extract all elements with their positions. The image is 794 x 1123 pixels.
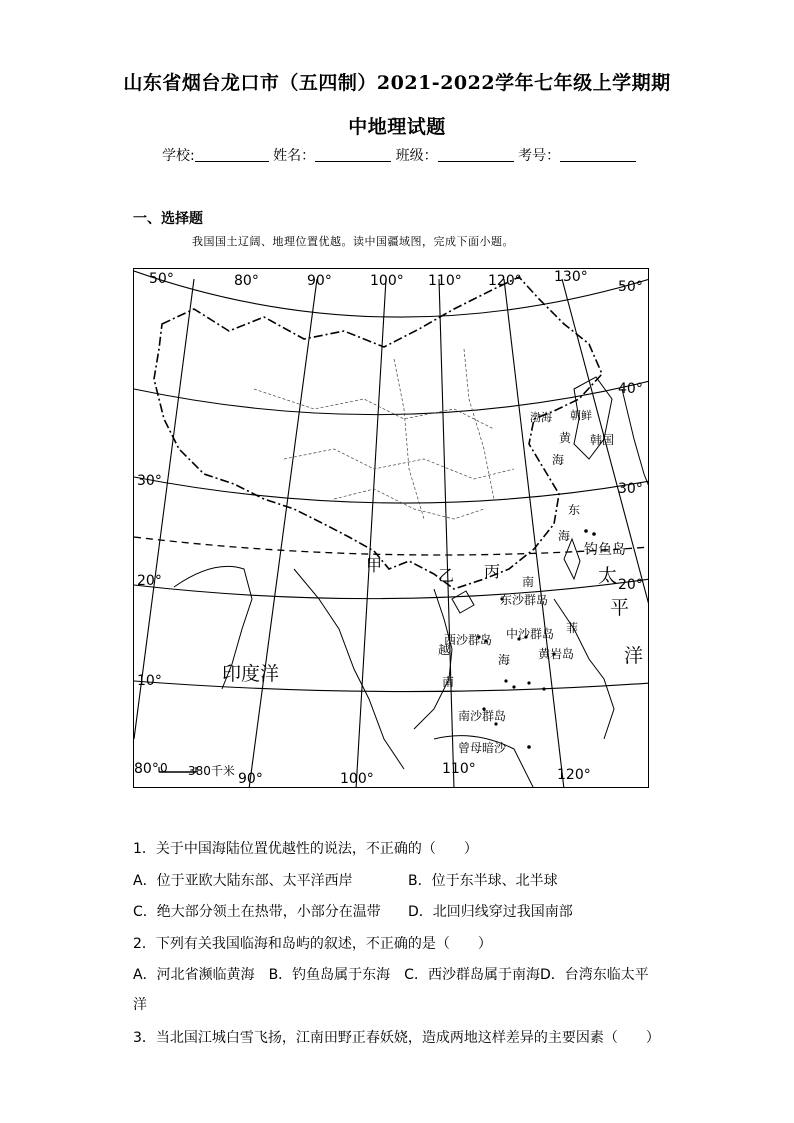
lat-label-20-left: 20° [137, 573, 162, 589]
longitude-100 [356, 279, 386, 788]
section-title: 一、选择题 [133, 211, 203, 227]
lon-label-bottom-100: 100° [340, 771, 374, 787]
label-nanhai-2: 海 [498, 653, 511, 667]
question-1-option-a[interactable]: A．位于亚欧大陆东部、太平洋西岸 [133, 873, 353, 889]
lat-label-10-left: 10° [137, 673, 162, 689]
label-hanguo: 韩国 [590, 433, 615, 447]
label-xisha: 西沙群岛 [444, 633, 493, 647]
philippines-outline [554, 599, 614, 739]
school-label: 学校: [162, 148, 195, 164]
vietnam-coast [414, 589, 455, 729]
name-field[interactable] [315, 147, 391, 162]
map-svg [134, 269, 649, 788]
label-zhongsha: 中沙群岛 [506, 627, 555, 641]
label-bohai: 渤海 [530, 411, 552, 424]
japan-outline [622, 389, 649, 489]
name-label: 姓名： [273, 148, 316, 164]
longitude-110 [439, 279, 454, 788]
lon-label-80: 80° [234, 273, 259, 289]
exam-no-field[interactable] [560, 147, 636, 162]
exam-title-line1: 山东省烟台龙口市（五四制）2021-2022学年七年级上学期期 [123, 72, 671, 94]
label-yuenan-1: 越 [438, 643, 451, 657]
label-yuenan-2: 南 [442, 675, 455, 689]
label-taipingyang-2: 平 [610, 597, 630, 619]
lon-label-90: 90° [307, 273, 332, 289]
question-2-options[interactable]: A．河北省濒临黄海 B．钓鱼岛属于东海 C．西沙群岛属于南海D．台湾东临太平 [133, 967, 649, 983]
label-feilvbin: 菲 [566, 621, 579, 635]
latitude-10 [134, 681, 649, 692]
label-nanhai-1: 南 [522, 575, 535, 589]
lon-label-bottom-80: 80° [134, 761, 159, 777]
lat-label-20-right: 20° [618, 577, 643, 593]
question-1-option-c[interactable]: C．绝大部分领土在热带，小部分在温带 [133, 904, 381, 920]
class-field[interactable] [438, 147, 514, 162]
label-bing: 丙 [484, 562, 501, 581]
lon-label-130: 130° [554, 269, 588, 285]
exam-title-line2: 中地理试题 [348, 116, 446, 138]
question-1-option-b[interactable]: B．位于东半球、北半球 [408, 873, 558, 889]
label-zengmu: 曾母暗沙 [458, 741, 507, 755]
latitude-20 [134, 579, 649, 599]
latitude-30 [134, 477, 649, 503]
longitude-120 [504, 279, 564, 788]
question-2-stem: 2．下列有关我国临海和岛屿的叙述，不正确的是（ ） [133, 936, 492, 952]
lon-label-110: 110° [428, 273, 462, 289]
label-chaoxian: 朝鲜 [570, 409, 592, 422]
scale-zero: 0 [160, 761, 168, 775]
lon-label-bottom-120: 120° [557, 767, 591, 783]
label-diaoyudao: 钓鱼岛 [584, 542, 626, 558]
label-taipingyang-3: 洋 [624, 645, 644, 667]
label-jia: 甲 [366, 556, 383, 575]
student-info-row [162, 145, 636, 165]
hainan-outline [452, 591, 474, 613]
lon-label-120: 120° [488, 273, 522, 289]
graticule [134, 271, 649, 788]
section-intro: 我国国土辽阔、地理位置优越。读中国疆域图，完成下面小题。 [192, 235, 514, 248]
longitude-80 [134, 279, 194, 739]
province-lines [254, 349, 514, 519]
question-1-stem: 1．关于中国海陆位置优越性的说法，不正确的（ ） [133, 841, 478, 857]
taiwan-outline [564, 539, 580, 579]
lon-label-100: 100° [370, 273, 404, 289]
label-nansha: 南沙群岛 [458, 709, 507, 723]
label-donghai-1: 东 [568, 503, 581, 517]
label-donghai-2: 海 [558, 529, 571, 543]
label-huanghai-2: 海 [552, 453, 565, 467]
lon-label-bottom-110: 110° [442, 761, 476, 777]
longitude-90 [249, 279, 317, 788]
label-indian-ocean: 印度洋 [222, 663, 280, 685]
question-1-option-d[interactable]: D．北回归线穿过我国南部 [408, 904, 573, 920]
exam-no-label: 考号： [518, 148, 561, 164]
china-territory-map [133, 268, 649, 788]
lat-label-50-left: 50° [149, 271, 174, 287]
lon-label-bottom-90: 90° [238, 771, 263, 787]
lat-label-50-right: 50° [618, 279, 643, 295]
label-dongsha: 东沙群岛 [500, 593, 549, 607]
class-label: 班级： [395, 148, 438, 164]
label-huangyan: 黄岩岛 [538, 647, 575, 661]
label-yi: 乙 [438, 566, 455, 585]
lat-label-30-right: 30° [618, 481, 643, 497]
lat-label-40-right: 40° [618, 381, 643, 397]
scale-label: 380千米 [188, 764, 235, 778]
question-2-options-cont: 洋 [133, 997, 147, 1013]
label-huanghai: 黄 [559, 431, 572, 445]
school-field[interactable] [195, 147, 269, 162]
lat-label-30-left: 30° [137, 473, 162, 489]
question-3-stem: 3．当北国江城白雪飞扬，江南田野正春妖娆，造成两地这样差异的主要因素（ ） [133, 1030, 660, 1046]
label-taipingyang-1: 太 [598, 565, 618, 587]
